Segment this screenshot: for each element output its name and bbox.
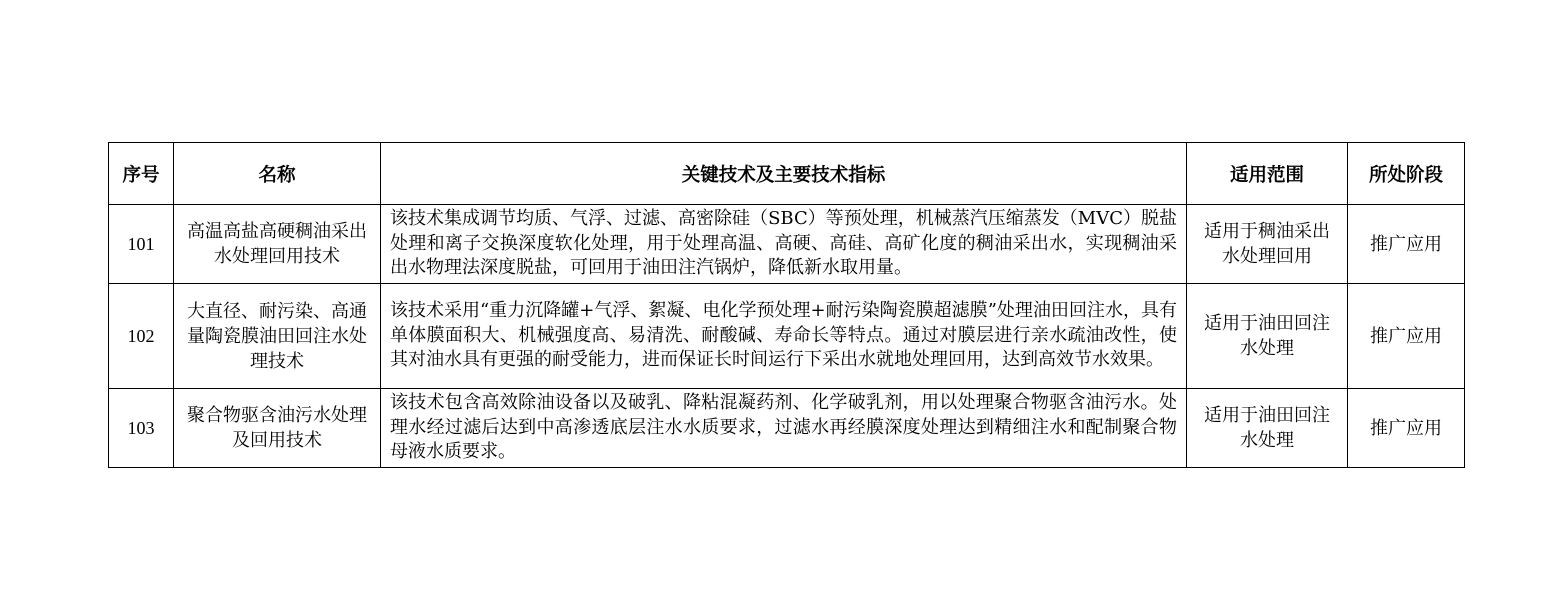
- row-name: 高温高盐高硬稠油采出水处理回用技术: [174, 205, 381, 284]
- row-stage: 推广应用: [1348, 389, 1465, 468]
- row-index: 101: [109, 205, 174, 284]
- row-scope: 适用于油田回注水处理: [1187, 389, 1348, 468]
- table-row: [109, 205, 1465, 284]
- header-name: 名称: [174, 143, 381, 205]
- row-name: 聚合物驱含油污水处理及回用技术: [174, 389, 381, 468]
- row-name: 大直径、耐污染、高通量陶瓷膜油田回注水处理技术: [174, 284, 381, 389]
- row-description: 该技术采用“重力沉降罐+气浮、絮凝、电化学预处理+耐污染陶瓷膜超滤膜”处理油田回注水，具有单体膜面积大、机械强度高、易清洗、耐酸碱、寿命长等特点。通过对膜层进行亲水疏油改性，使其对油水具有更强的耐受能力，进而保证长时间运行下采出水就地处理回用，达到高效节水效果。: [381, 284, 1187, 389]
- row-description: 该技术包含高效除油设备以及破乳、降粘混凝药剂、化学破乳剂，用以处理聚合物驱含油污水。处理水经过滤后达到中高渗透底层注水水质要求，过滤水再经膜深度处理达到精细注水和配制聚合物母液水质要求。: [381, 389, 1187, 468]
- row-description: 该技术集成调节均质、气浮、过滤、高密除硅（SBC）等预处理，机械蒸汽压缩蒸发（MVC）脱盐处理和离子交换深度软化处理，用于处理高温、高硬、高硅、高矿化度的稠油采出水，实现稠油采出水物理法深度脱盐，可回用于油田注汽锅炉，降低新水取用量。: [381, 205, 1187, 284]
- row-scope: 适用于稠油采出水处理回用: [1187, 205, 1348, 284]
- header-description: 关键技术及主要技术指标: [381, 143, 1187, 205]
- row-stage: 推广应用: [1348, 205, 1465, 284]
- row-stage: 推广应用: [1348, 284, 1465, 389]
- header-scope: 适用范围: [1187, 143, 1348, 205]
- technology-table: [108, 142, 1465, 468]
- table-header-row: [109, 143, 1465, 205]
- header-index: 序号: [109, 143, 174, 205]
- row-index: 103: [109, 389, 174, 468]
- table-row: [109, 284, 1465, 389]
- row-index: 102: [109, 284, 174, 389]
- table-row: [109, 389, 1465, 468]
- row-scope: 适用于油田回注水处理: [1187, 284, 1348, 389]
- header-stage: 所处阶段: [1348, 143, 1465, 205]
